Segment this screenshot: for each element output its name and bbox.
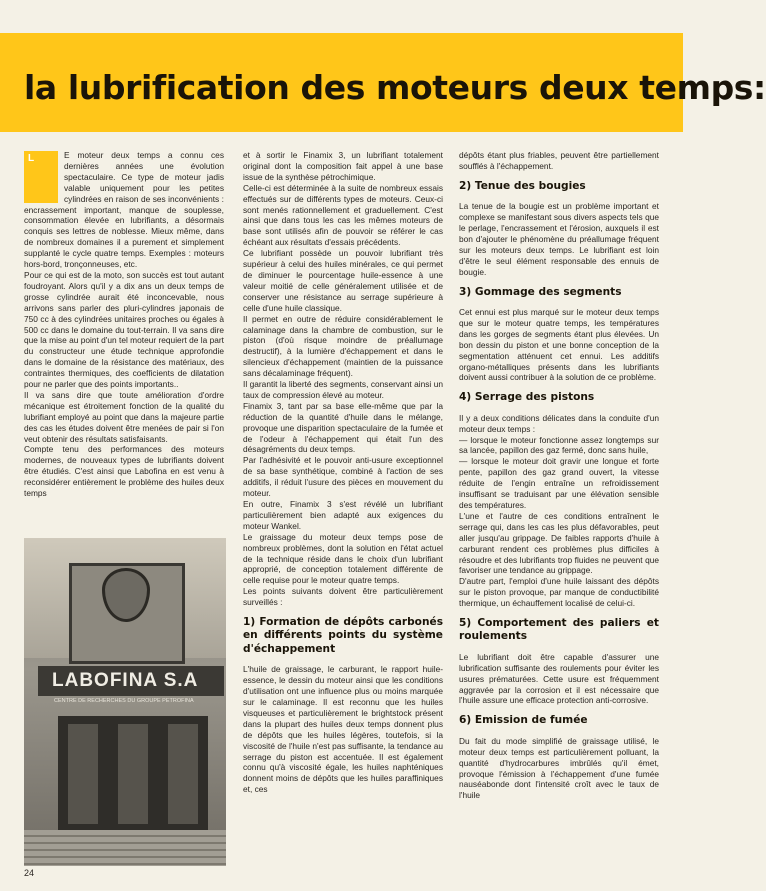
section-heading-2: 2) Tenue des bougies — [459, 179, 586, 192]
paragraph: Les points suivants doivent être particulièrement surveillés : — [243, 586, 443, 608]
paragraph: Le lubrifiant doit être capable d'assurer une lubrification suffisante des roulements pour éviter les usures prématurées. Cette usure est fréquemment aggravée par la corrosion et il est nécessaire que l'huile assure une efficace protection anti-corrosive. — [459, 651, 659, 706]
building-sign: LABOFINA S.A — [38, 666, 224, 696]
paragraph: Il permet en outre de réduire considérablement le calaminage dans la chambre de combustion, sur le piston (d'où risque moindre de préallumage destructif), à la lumière d'échappement et dans le silencieux d'échappement (maintien de la puissance sans décalaminage fréquent). — [243, 313, 443, 379]
paragraph: L'huile de graissage, le carburant, le rapport huile-essence, le dessin du moteur ainsi que les conditions d'utilisation ont une influence plus ou moins marquée sur le calaminage. Il est reconnu que les huiles visqueuses et particulièrement le brightstock présent dans la plupart des huiles deux temps donnent plus de dépôts que les huiles légères, toutefois, si la viscosité de l'huile n'est pas suffisante, la tendance au serrage du piston est accentuée. Il est également connu qu'à viscosité égale, les huiles naphténiques donnent moins de dépôts que les huiles paraffiniques et, ces — [243, 664, 443, 795]
paragraph: Celle-ci est déterminée à la suite de nombreux essais effectués sur de différents types de moteurs. Ceux-ci sont menés rationnellement et graduellement. C'est ainsi que dans tous les cas les mêmes moteurs de base sont utilisés afin de pouvoir se référer le cas échéant aux résultats d'essais précédents. — [243, 182, 443, 248]
paragraph: La tenue de la bougie est un problème important et complexe se manifestant sous divers aspects tels que le perlage, l'encrassement et l'érosion, auxquels il est bon d'ajouter le phénomène du préallumage fréquent sur les moteurs deux temps. Le lubrifiant est loin d'être le seul élément responsable des ennuis de bougie. — [459, 201, 659, 277]
section-heading-3: 3) Gommage des segments — [459, 285, 622, 298]
column-3 — [459, 150, 659, 801]
labofina-building-photo — [24, 538, 226, 866]
paragraph: L'une et l'autre de ces conditions entraînent le serrage qui, dans les cas les plus défavorables, peut aller jusqu'au grippage. De faibles rapports d'huile à carburant rendent ces problèmes plus difficiles à résoudre et des lubrifiants trop fluides ne peuvent que favoriser une tendance au grippage. — [459, 510, 659, 576]
paragraph: Il va sans dire que toute amélioration d'ordre mécanique est étroitement fonction de la qualité du lubrifiant employé au point que dans la majeure partie des cas les études doivent être menées de pair si l'on veut obtenir des résultats satisfaisants. — [24, 389, 224, 444]
paragraph: Ce lubrifiant possède un pouvoir lubrifiant très supérieur à celui des huiles minérales, ce qui permet de diminuer le pourcentage huile-essence à une valeur moitié de celle généralement utilisée et de conserver une résistance au serrage supérieure à celle d'une huile classique. — [243, 248, 443, 313]
column-1 — [24, 150, 224, 530]
entrance-steps — [24, 830, 226, 866]
intro-paragraph: E moteur deux temps a connu ces dernières années une évolution spectaculaire. Ce type de moteur jadis valable uniquement pour les petites cylindrées en raison de ses inconvénients : encrassement important, manque de souplesse, consommation élevée en lubrifiants, a désormais conquis ses lettres de noblesse. Mieux même, dans de nombreux domaines il a purement et simplement supplanté le cycle quatre temps. Exemples : moteurs hors-bord, tronçonneuses, etc. — [24, 150, 224, 270]
list-item: — lorsque le moteur fonctionne assez longtemps sur sa lancée, papillon des gaz fermé, donc sans huile, — [459, 434, 659, 456]
dropcap — [24, 151, 58, 203]
list-item: — lorsque le moteur doit gravir une longue et forte pente, papillon des gaz grand ouvert, la vitesse réduite de l'engin entraîne un refroidissement insuffisant se traduisant par une élévation sensible des températures. — [459, 456, 659, 510]
paragraph: Pour ce qui est de la moto, son succès est tout autant foudroyant. Alors qu'il y a dix ans un deux temps de grosse cylindrée aurait été inconcevable, nous arrivons sans parler des pluri-cylindres japonais de 750 cc à des cylindrées unitaires proches ou égales à 500 cc dans le domaine du tout-terrain. Il va sans dire que la mise au point d'un tel moteur requiert de la part du constructeur une étude technique approfondie dans le domaine de la résistance des matériaux, des contraintes thermiques, des coefficients de dilatation pour ne parler que des points importants.. — [24, 269, 224, 390]
paragraph: Il y a deux conditions délicates dans la conduite d'un moteur deux temps : — [459, 412, 659, 434]
paragraph: Il garantit la liberté des segments, conservant ainsi un taux de compression élevé au moteur. — [243, 379, 443, 400]
paragraph: D'autre part, l'emploi d'une huile laissant des dépôts sur le piston provoque, par manque de conductibilité thermique, un échauffement localisé de celui-ci. — [459, 576, 659, 609]
page-number: 24 — [24, 868, 35, 878]
paragraph: dépôts étant plus friables, peuvent être partiellement soufflés à l'échappement. — [459, 150, 659, 171]
section-heading-1: 1) Formation de dépôts carbonés en différents points du système d'échappement — [243, 616, 443, 655]
entrance-doors — [58, 716, 208, 836]
paragraph: Le graissage du moteur deux temps pose de nombreux problèmes, dont la solution en l'état actuel de la technique réside dans le choix d'un lubrifiant approprié, de conception totalement différente de celle requise pour le moteur quatre temps. — [243, 531, 443, 586]
column-2 — [243, 150, 443, 795]
paragraph: Finamix 3, tant par sa base elle-même que par la réduction de la quantité d'huile dans le mélange, provoque une disparition spectaculaire de la fumée et de l'odeur à l'échappement qui était l'un des désagréments du deux temps. — [243, 400, 443, 455]
paragraph: Par l'adhésivité et le pouvoir anti-usure exceptionnel de sa base synthétique, combiné à l'action de ses additifs, il réduit l'usure des pièces en mouvement du moteur. — [243, 455, 443, 499]
building-sign-subtitle: CENTRE DE RECHERCHES DU GROUPE PETROFINA — [54, 698, 194, 704]
page-title: la lubrification des moteurs deux temps: — [24, 68, 766, 107]
paragraph: En outre, Finamix 3 s'est révélé un lubrifiant particulièrement bien adapté aux exigences du moteur Wankel. — [243, 499, 443, 531]
paragraph: et à sortir le Finamix 3, un lubrifiant totalement original dont la composition fait appel à une base issue de la synthèse pétrochimique. — [243, 150, 443, 182]
paragraph: Cet ennui est plus marqué sur le moteur deux temps que sur le moteur quatre temps, les températures dans les gorges de segments étant plus élevées. Un bon dessin du piston et une bonne conception de la segmentation atténuent cet ennui. Les additifs organo-métalliques présents dans les lubrifiants doivent aussi contribuer à la solution de ce problème. — [459, 306, 659, 383]
dropcap-letter: L — [28, 153, 35, 164]
section-heading-6: 6) Emission de fumée — [459, 714, 588, 727]
section-heading-5: 5) Comportement des paliers et roulements — [459, 617, 659, 643]
paragraph: Du fait du mode simplifié de graissage utilisé, le moteur deux temps est particulièrement polluant, la quantité d'hydrocarbures imbrûlés qu'il émet, provoque l'émission à l'échappement d'une fumée nauséabonde dont l'intensité croît avec le taux de l'huile — [459, 735, 659, 801]
section-heading-4: 4) Serrage des pistons — [459, 391, 595, 404]
paragraph: Compte tenu des performances des moteurs modernes, de nouveaux types de lubrifiants doivent être étudiés. C'est ainsi que Labofina en est venu à reconsidérer entièrement le problème des huiles deux temps — [24, 444, 224, 499]
